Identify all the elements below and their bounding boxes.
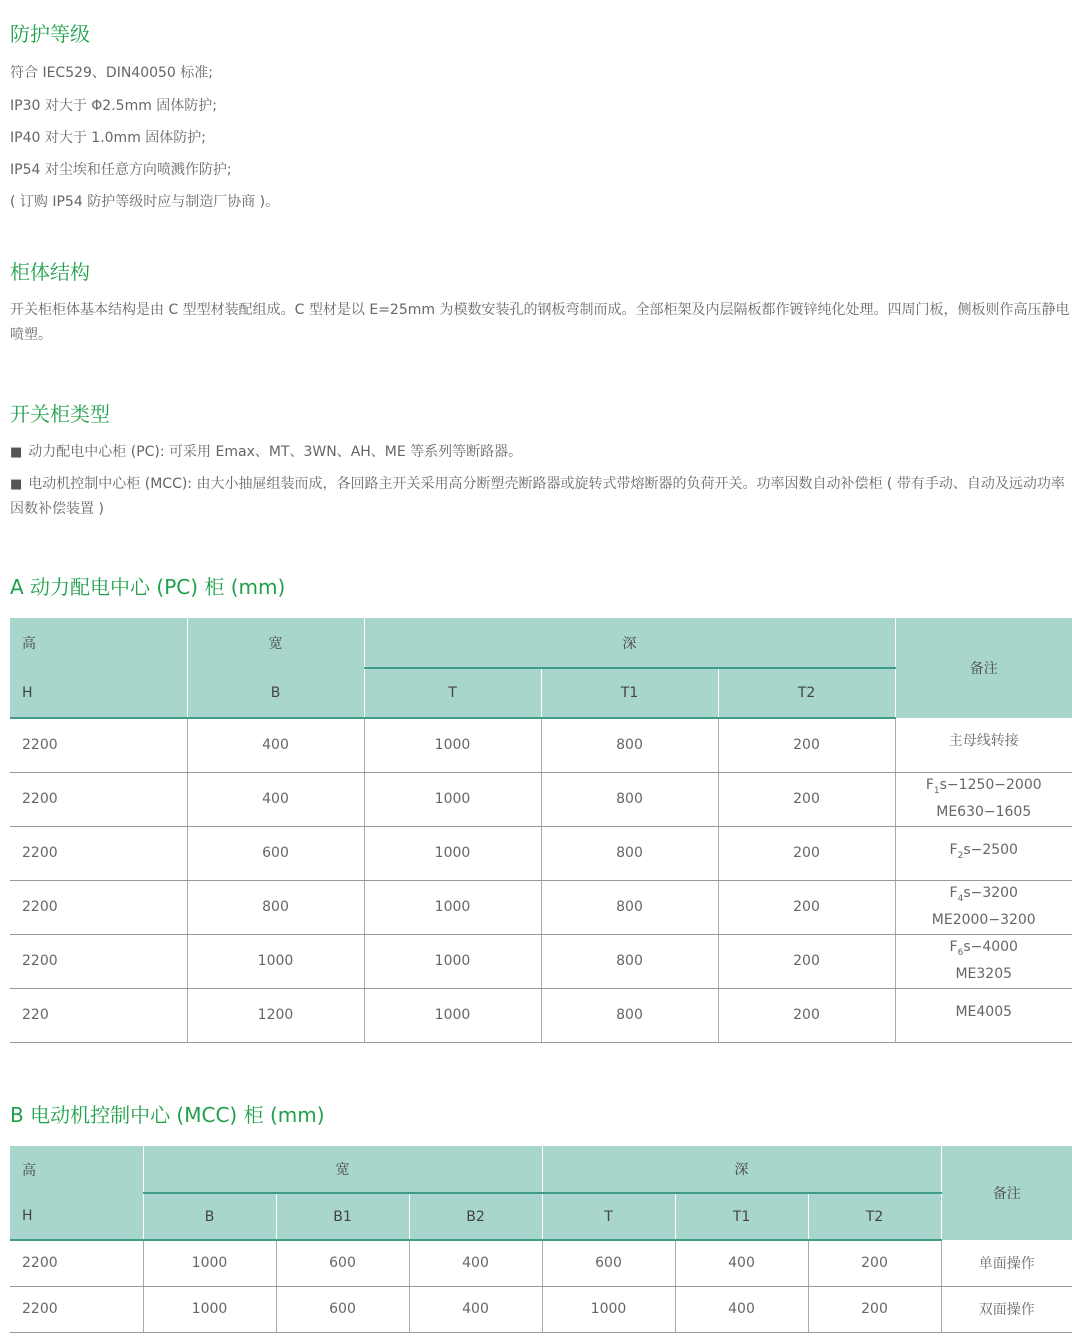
- header-depth: 深: [364, 618, 895, 668]
- cell-B2: 400: [409, 1240, 542, 1286]
- note-line2: ME630−1605: [936, 803, 1032, 820]
- cell-H: 2200: [10, 826, 187, 880]
- cell-T1: 800: [541, 880, 718, 934]
- cell-T1: 800: [541, 988, 718, 1042]
- cell-T1: 400: [675, 1286, 808, 1332]
- note-main: F: [949, 841, 958, 858]
- table-row: [10, 880, 1072, 934]
- cell-T2: 200: [718, 934, 895, 988]
- header-height: 高: [10, 1146, 143, 1193]
- cell-B: 1000: [143, 1240, 276, 1286]
- table-a-title: A 动力配电中心 (PC) 柜 (mm): [10, 575, 286, 599]
- cell-T1: 800: [541, 934, 718, 988]
- cell-note: [895, 772, 1072, 826]
- header-height: 高: [10, 618, 187, 668]
- cell-B: 1000: [187, 934, 364, 988]
- note-main: F: [925, 777, 934, 794]
- header-T2: T2: [808, 1193, 941, 1240]
- header-H: H: [10, 1193, 143, 1240]
- cell-T: 1000: [364, 772, 541, 826]
- cell-note: 单面操作: [941, 1240, 1072, 1286]
- cell-H: 2200: [10, 934, 187, 988]
- table-row: [10, 772, 1072, 826]
- note-main: ME4005: [955, 1003, 1013, 1020]
- cell-H: 2200: [10, 1240, 143, 1286]
- cell-T: 1000: [364, 880, 541, 934]
- header-T1: T1: [541, 668, 718, 718]
- note-line2: ME2000−3200: [931, 911, 1036, 928]
- note-subscript: 6: [957, 947, 964, 958]
- table-b: [10, 1146, 1072, 1333]
- cell-T2: 200: [718, 988, 895, 1042]
- types-title: 开关柜类型: [10, 402, 110, 426]
- note-main: F: [949, 885, 958, 902]
- note-main: F: [949, 939, 958, 956]
- protection-line: IP54 对尘埃和任意方向喷溅作防护;: [10, 162, 232, 178]
- note-rest: s−1250−2000: [939, 777, 1042, 794]
- note-line2: ME3205: [955, 965, 1013, 982]
- type-item-mcc: ■ 电动机控制中心柜 (MCC): 由大小抽屉组装而成，各回路主开关采用高分断塑壳断路器或旋转式带熔断器的负荷开关。功率因数自动补偿柜 ( 带有手动、自动及远动功率因数补偿装置 ): [10, 472, 1072, 522]
- cell-T: 1000: [364, 988, 541, 1042]
- protection-title: 防护等级: [10, 22, 90, 46]
- cell-T: 1000: [364, 934, 541, 988]
- cell-T2: 200: [808, 1286, 941, 1332]
- cell-note: [895, 826, 1072, 880]
- cell-note: [895, 718, 1072, 772]
- structure-title: 柜体结构: [10, 260, 90, 284]
- cell-note: [895, 988, 1072, 1042]
- cell-note: [895, 880, 1072, 934]
- cell-T2: 200: [718, 772, 895, 826]
- cell-B: 800: [187, 880, 364, 934]
- table-b-title: B 电动机控制中心 (MCC) 柜 (mm): [10, 1103, 325, 1127]
- cell-H: 2200: [10, 880, 187, 934]
- cell-B: 400: [187, 772, 364, 826]
- cell-T1: 800: [541, 772, 718, 826]
- note-subscript: 4: [957, 893, 964, 904]
- table-row: [10, 826, 1072, 880]
- cell-T2: 200: [808, 1240, 941, 1286]
- note-rest: s−2500: [963, 841, 1018, 858]
- type-item-pc: ■ 动力配电中心柜 (PC): 可采用 Emax、MT、3WN、AH、ME 等系列等断路器。: [10, 440, 1072, 465]
- cell-H: 2200: [10, 718, 187, 772]
- cell-T2: 200: [718, 826, 895, 880]
- cell-T: 1000: [364, 718, 541, 772]
- cell-B2: 400: [409, 1286, 542, 1332]
- table-row: [10, 1240, 1072, 1286]
- structure-text: 开关柜柜体基本结构是由 C 型型材装配组成。C 型材是以 E=25mm 为模数安装孔的钢板弯制而成。全部柜架及内层隔板都作镀锌纯化处理。四周门板，侧板则作高压静电喷塑。: [10, 302, 1070, 343]
- note-rest: s−3200: [963, 885, 1018, 902]
- header-B1: B1: [276, 1193, 409, 1240]
- header-note: 备注: [941, 1146, 1072, 1240]
- cell-T: 1000: [364, 826, 541, 880]
- cell-T1: 400: [675, 1240, 808, 1286]
- cell-T2: 200: [718, 880, 895, 934]
- header-depth: 深: [542, 1146, 941, 1193]
- cell-T2: 200: [718, 718, 895, 772]
- header-T: T: [542, 1193, 675, 1240]
- header-T2: T2: [718, 668, 895, 718]
- table-row: [10, 934, 1072, 988]
- table-row: [10, 1286, 1072, 1332]
- header-T: T: [364, 668, 541, 718]
- header-H: H: [10, 668, 187, 718]
- header-width: 宽: [143, 1146, 542, 1193]
- header-width: 宽: [187, 618, 364, 668]
- table-row: [10, 988, 1072, 1042]
- protection-line: IP40 对大于 1.0mm 固体防护;: [10, 130, 206, 146]
- header-T1: T1: [675, 1193, 808, 1240]
- cell-H: 2200: [10, 1286, 143, 1332]
- protection-line: ( 订购 IP54 防护等级时应与制造厂协商 )。: [10, 194, 280, 210]
- cell-T1: 800: [541, 826, 718, 880]
- cell-B: 600: [187, 826, 364, 880]
- cell-note: [895, 934, 1072, 988]
- header-B: B: [143, 1193, 276, 1240]
- cell-B1: 600: [276, 1240, 409, 1286]
- cell-B1: 600: [276, 1286, 409, 1332]
- header-B: B: [187, 668, 364, 718]
- cell-B: 400: [187, 718, 364, 772]
- note-subscript: 2: [957, 850, 964, 861]
- table-a: [10, 618, 1072, 1043]
- note-rest: s−4000: [963, 939, 1018, 956]
- protection-line: IP30 对大于 Φ2.5mm 固体防护;: [10, 98, 218, 114]
- protection-line: 符合 IEC529、DIN40050 标准;: [10, 65, 214, 81]
- note-subscript: 1: [933, 785, 940, 796]
- cell-T: 1000: [542, 1286, 675, 1332]
- cell-H: 220: [10, 988, 187, 1042]
- cell-H: 2200: [10, 772, 187, 826]
- note-main: 主母线转接: [948, 733, 1019, 750]
- header-note: 备注: [895, 618, 1072, 718]
- cell-T1: 800: [541, 718, 718, 772]
- header-B2: B2: [409, 1193, 542, 1240]
- cell-note: 双面操作: [941, 1286, 1072, 1332]
- table-row: [10, 718, 1072, 772]
- cell-T: 600: [542, 1240, 675, 1286]
- cell-B: 1200: [187, 988, 364, 1042]
- cell-B: 1000: [143, 1286, 276, 1332]
